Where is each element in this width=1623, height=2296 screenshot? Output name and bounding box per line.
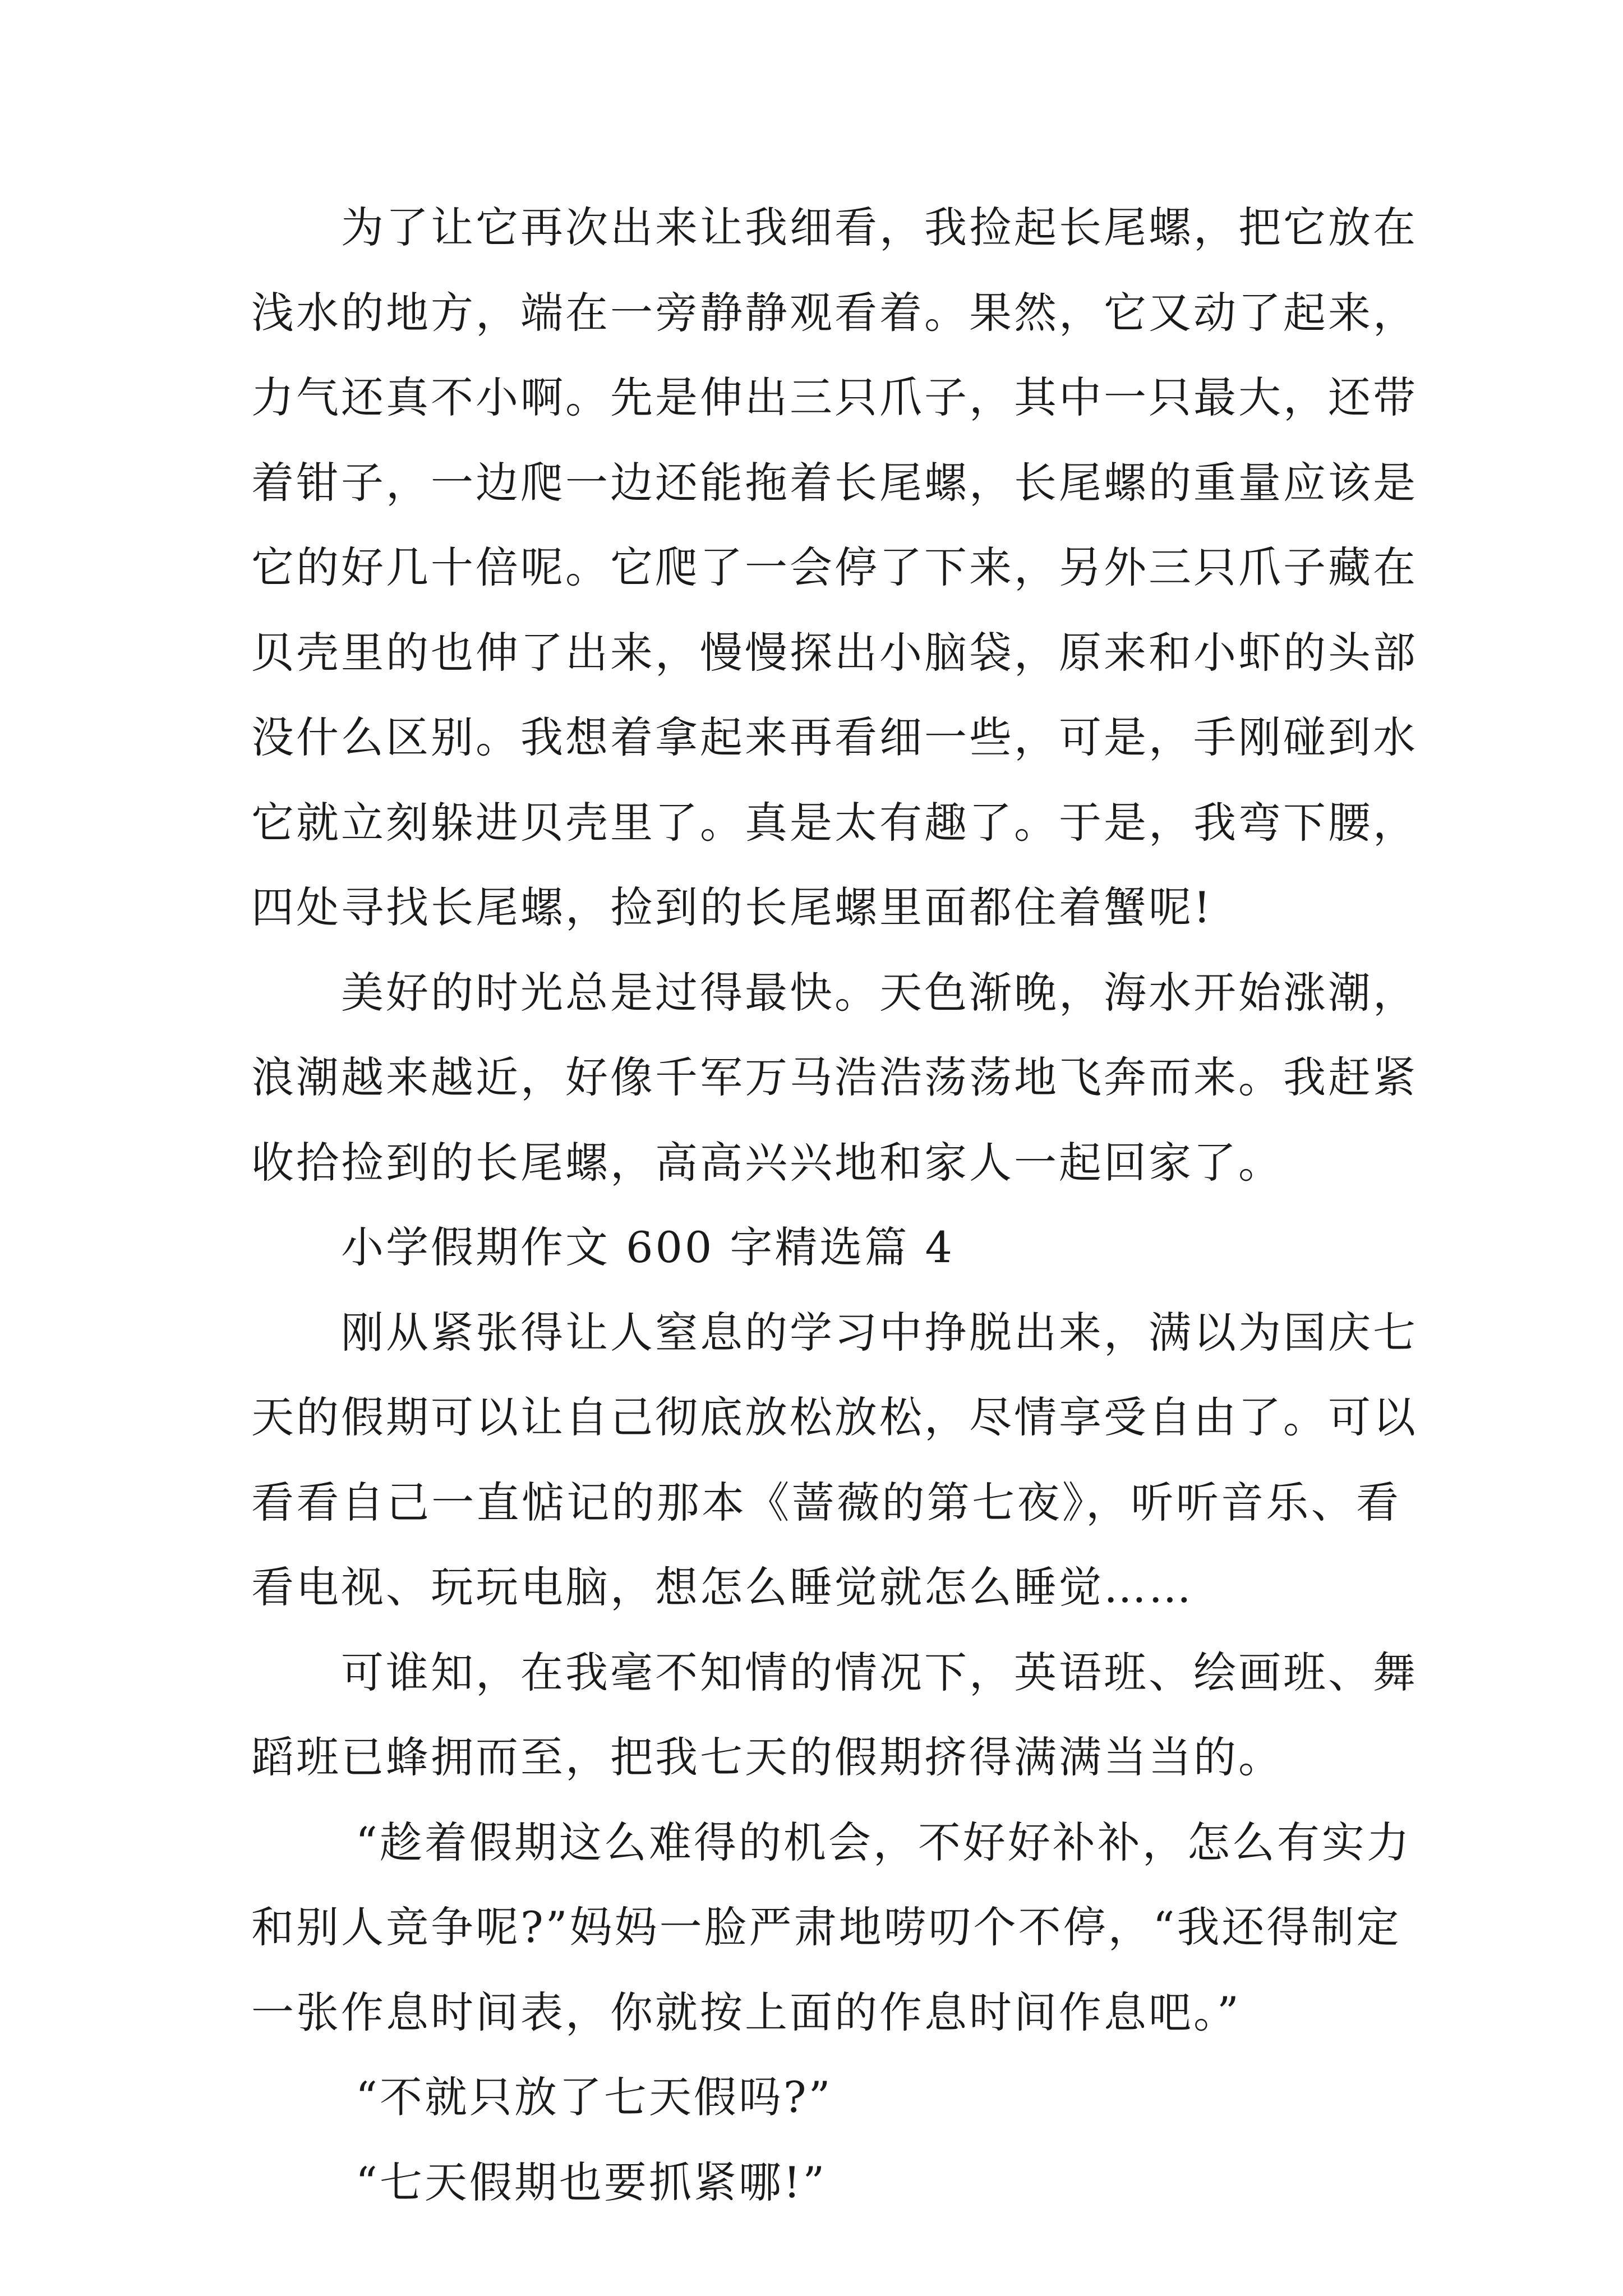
text-line: 刚从紧张得让人窒息的学习中挣脱出来，满以为国庆七 [341, 1307, 1418, 1358]
text-line: “不就只放了七天假吗?” [356, 2072, 833, 2122]
text-line: “七天假期也要抓紧哪!” [356, 2157, 827, 2207]
text-line: 它的好几十倍呢。它爬了一会停了下来，另外三只爪子藏在 [251, 542, 1418, 592]
text-line: 美好的时光总是过得最快。天色渐晚，海水开始涨潮， [341, 967, 1418, 1018]
text-line: 力气还真不小啊。先是伸出三只爪子，其中一只最大，还带 [251, 372, 1418, 422]
section-heading: 小学假期作文 600 字精选篇 4 [341, 1222, 955, 1272]
text-line: 它就立刻躲进贝壳里了。真是太有趣了。于是，我弯下腰， [251, 797, 1418, 848]
text-line: 收拾捡到的长尾螺，高高兴兴地和家人一起回家了。 [251, 1137, 1283, 1188]
text-line: 一张作息时间表，你就按上面的作息时间作息吧。” [251, 1987, 1241, 2037]
document-body [251, 185, 1418, 2225]
text-line: 为了让它再次出来让我细看，我捡起长尾螺，把它放在 [341, 203, 1418, 252]
text-line: 四处寻找长尾螺，捡到的长尾螺里面都住着蟹呢! [251, 882, 1213, 932]
text-line: 浪潮越来越近，好像千军万马浩浩荡荡地飞奔而来。我赶紧 [251, 1052, 1418, 1102]
text-line: 和别人竞争呢?”妈妈一脸严肃地唠叨个不停，“我还得制定 [251, 1902, 1401, 1952]
text-line: 可谁知，在我毫不知情的情况下，英语班、绘画班、舞 [341, 1647, 1418, 1697]
text-line: 天的假期可以让自己彻底放松放松，尽情享受自由了。可以 [251, 1392, 1418, 1442]
text-line: 没什么区别。我想着拿起来再看细一些，可是，手刚碰到水 [251, 712, 1418, 762]
text-line: 看看自己一直惦记的那本《蔷薇的第七夜》，听听音乐、看 [251, 1477, 1401, 1527]
text-line: “趁着假期这么难得的机会，不好好补补，怎么有实力 [356, 1817, 1412, 1867]
text-line: 浅水的地方，端在一旁静静观看着。果然，它又动了起来， [251, 287, 1418, 338]
text-line: 蹈班已蜂拥而至，把我七天的假期挤得满满当当的。 [251, 1732, 1283, 1782]
text-line: 贝壳里的也伸了出来，慢慢探出小脑袋，原来和小虾的头部 [251, 627, 1418, 678]
text-line: 看电视、玩玩电脑，想怎么睡觉就怎么睡觉…… [251, 1562, 1193, 1612]
text-line: 着钳子，一边爬一边还能拖着长尾螺，长尾螺的重量应该是 [251, 457, 1418, 508]
